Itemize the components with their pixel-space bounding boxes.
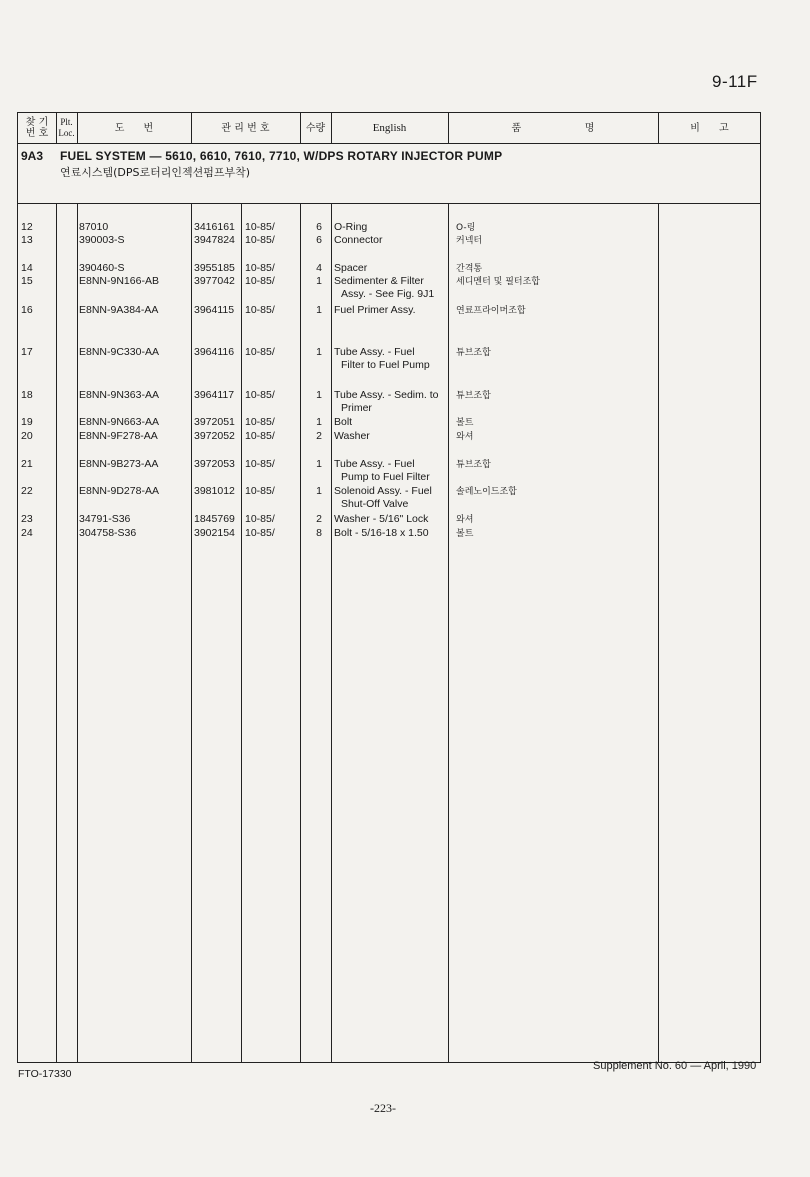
find-number: 23 bbox=[21, 513, 33, 525]
quantity: 1 bbox=[316, 485, 322, 497]
part-number: 390003-S bbox=[79, 234, 125, 246]
header-plt-loc: Plt. Loc. bbox=[58, 117, 75, 138]
management-number: 3981012 bbox=[194, 485, 235, 497]
english-description: Spacer bbox=[334, 262, 368, 274]
korean-name: 튜브조합 bbox=[456, 348, 491, 358]
effective-date: 10-85/ bbox=[245, 485, 275, 497]
management-number: 3947824 bbox=[194, 234, 235, 246]
korean-name: 튜브조합 bbox=[456, 460, 491, 470]
effective-date: 10-85/ bbox=[245, 346, 275, 358]
korean-name: 간격통 bbox=[456, 264, 483, 274]
part-number: E8NN-9N363-AA bbox=[79, 389, 159, 401]
part-number: 390460-S bbox=[79, 262, 125, 274]
part-number: E8NN-9N663-AA bbox=[79, 416, 159, 428]
page-number: 9-11F bbox=[712, 72, 758, 91]
find-number: 19 bbox=[21, 416, 33, 428]
korean-name: 볼트 bbox=[456, 418, 474, 428]
page-footer-number: -223- bbox=[370, 1101, 396, 1115]
quantity: 1 bbox=[316, 346, 322, 358]
effective-date: 10-85/ bbox=[245, 304, 275, 316]
header-english: English bbox=[372, 121, 407, 134]
part-number: E8NN-9C330-AA bbox=[79, 346, 159, 358]
part-number: E8NN-9B273-AA bbox=[79, 458, 159, 470]
english-description: Bolt bbox=[334, 416, 353, 428]
header-remarks: 비 고 bbox=[690, 122, 729, 134]
english-description: Bolt - 5/16-18 x 1.50 bbox=[334, 527, 429, 539]
effective-date: 10-85/ bbox=[245, 262, 275, 274]
english-description: Tube Assy. - Sedim. to bbox=[334, 389, 439, 401]
parts-table bbox=[17, 112, 761, 1063]
english-description: Pump to Fuel Filter bbox=[341, 471, 430, 483]
korean-name: 튜브조합 bbox=[456, 391, 491, 401]
quantity: 1 bbox=[316, 304, 322, 316]
english-description: Primer bbox=[341, 402, 372, 414]
korean-name: 연료프라이머조합 bbox=[456, 306, 526, 316]
english-description: Tube Assy. - Fuel bbox=[334, 458, 415, 470]
english-description: Connector bbox=[334, 234, 383, 246]
effective-date: 10-85/ bbox=[245, 221, 275, 233]
part-number: 34791-S36 bbox=[79, 513, 131, 525]
korean-name: O-링 bbox=[456, 223, 476, 233]
find-number: 12 bbox=[21, 221, 33, 233]
management-number: 3964117 bbox=[194, 389, 235, 401]
management-number: 3955185 bbox=[194, 262, 235, 274]
section-title: FUEL SYSTEM — 5610, 6610, 7610, 7710, W/DPS ROTARY INJECTOR PUMP bbox=[60, 149, 503, 163]
management-number: 3972052 bbox=[194, 430, 235, 442]
effective-date: 10-85/ bbox=[245, 234, 275, 246]
english-description: Tube Assy. - Fuel bbox=[334, 346, 415, 358]
effective-date: 10-85/ bbox=[245, 389, 275, 401]
part-number: 87010 bbox=[79, 221, 109, 233]
effective-date: 10-85/ bbox=[245, 416, 275, 428]
quantity: 1 bbox=[316, 416, 322, 428]
effective-date: 10-85/ bbox=[245, 527, 275, 539]
section-subtitle: 연료시스템(DPS로터리인젝션펌프부착) bbox=[60, 166, 251, 179]
english-description: Assy. - See Fig. 9J1 bbox=[341, 288, 435, 300]
part-number: E8NN-9N166-AB bbox=[79, 275, 159, 287]
header-korean-name: 품 명 bbox=[511, 122, 595, 134]
korean-name: 와셔 bbox=[456, 515, 474, 525]
find-number: 20 bbox=[21, 430, 33, 442]
management-number: 3972051 bbox=[194, 416, 235, 428]
find-number: 17 bbox=[21, 346, 33, 358]
english-description: O-Ring bbox=[334, 221, 368, 233]
header-qty: 수량 bbox=[305, 122, 326, 134]
korean-name: 세디멘터 및 필터조합 bbox=[456, 277, 540, 287]
english-description: Filter to Fuel Pump bbox=[341, 359, 430, 371]
find-number: 16 bbox=[21, 304, 33, 316]
part-number: E8NN-9D278-AA bbox=[79, 485, 159, 497]
effective-date: 10-85/ bbox=[245, 513, 275, 525]
header-mgmt-no: 관 리 번 호 bbox=[221, 122, 270, 134]
management-number: 3902154 bbox=[194, 527, 235, 539]
header-part-no: 도 번 bbox=[114, 122, 154, 134]
quantity: 8 bbox=[316, 527, 322, 539]
quantity: 2 bbox=[316, 513, 322, 525]
korean-name: 와셔 bbox=[456, 432, 474, 442]
find-number: 22 bbox=[21, 485, 33, 497]
find-number: 14 bbox=[21, 262, 33, 274]
figure-reference: FTO-17330 bbox=[18, 1068, 72, 1080]
find-number: 13 bbox=[21, 234, 33, 246]
management-number: 3416161 bbox=[194, 221, 235, 233]
korean-name: 볼트 bbox=[456, 529, 474, 539]
part-number: 304758-S36 bbox=[79, 527, 137, 539]
quantity: 1 bbox=[316, 275, 322, 287]
find-number: 21 bbox=[21, 458, 33, 470]
section-code: 9A3 bbox=[21, 149, 44, 163]
supplement-note: Supplement No. 60 — April, 1990 bbox=[593, 1060, 757, 1072]
korean-name: 솔레노이드조합 bbox=[456, 487, 517, 497]
find-number: 15 bbox=[21, 275, 33, 287]
english-description: Sedimenter & Filter bbox=[334, 275, 424, 287]
part-number: E8NN-9F278-AA bbox=[79, 430, 158, 442]
english-description: Fuel Primer Assy. bbox=[334, 304, 416, 316]
part-number: E8NN-9A384-AA bbox=[79, 304, 159, 316]
korean-name: 커넥터 bbox=[456, 236, 483, 246]
header-find-no: 찾 기 번 호 bbox=[25, 117, 49, 139]
find-number: 24 bbox=[21, 527, 33, 539]
management-number: 3964115 bbox=[194, 304, 235, 316]
quantity: 1 bbox=[316, 389, 322, 401]
effective-date: 10-85/ bbox=[245, 430, 275, 442]
english-description: Solenoid Assy. - Fuel bbox=[334, 485, 432, 497]
quantity: 2 bbox=[316, 430, 322, 442]
effective-date: 10-85/ bbox=[245, 458, 275, 470]
english-description: Shut-Off Valve bbox=[341, 498, 409, 510]
management-number: 3964116 bbox=[194, 346, 235, 358]
management-number: 3977042 bbox=[194, 275, 235, 287]
quantity: 6 bbox=[316, 221, 322, 233]
quantity: 6 bbox=[316, 234, 322, 246]
find-number: 18 bbox=[21, 389, 33, 401]
management-number: 1845769 bbox=[194, 513, 235, 525]
effective-date: 10-85/ bbox=[245, 275, 275, 287]
quantity: 4 bbox=[316, 262, 322, 274]
management-number: 3972053 bbox=[194, 458, 235, 470]
english-description: Washer bbox=[334, 430, 370, 442]
quantity: 1 bbox=[316, 458, 322, 470]
english-description: Washer - 5/16" Lock bbox=[334, 513, 429, 525]
